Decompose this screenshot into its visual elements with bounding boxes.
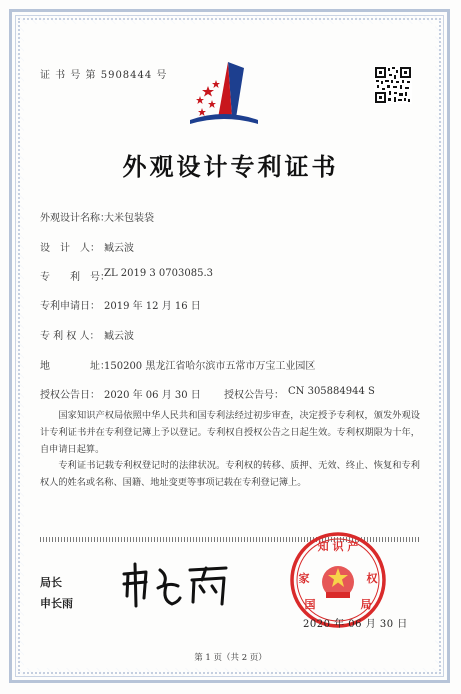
patent-office-emblem-icon — [188, 60, 260, 130]
field-value: 2019 年 12 月 16 日 — [104, 301, 201, 312]
page-number: 第 1 页（共 2 页） — [194, 653, 267, 663]
svg-text:权: 权 — [366, 572, 378, 585]
seal-date: 2020 年 06 月 30 日 — [303, 619, 408, 630]
field-label: 设 计 人： — [40, 243, 100, 254]
field-label: 外观设计名称： — [40, 213, 110, 224]
field-address — [40, 357, 316, 372]
svg-text:国: 国 — [304, 598, 316, 611]
svg-text:家: 家 — [298, 572, 310, 585]
field-value: 大米包装袋 — [104, 213, 154, 224]
certificate-title: 外观设计专利证书 — [122, 152, 339, 181]
field-label: 授权公告号： — [224, 390, 284, 401]
field-label: 专 利 号： — [40, 272, 110, 283]
handwritten-signature — [118, 560, 233, 610]
field-label: 授权公告日： — [40, 390, 100, 401]
field-label: 专 利 权 人： — [40, 331, 100, 342]
certificate-number: 证 书 号 第 5908444 号 — [40, 70, 168, 81]
field-grant-number — [224, 386, 375, 401]
field-value: CN 305884944 S — [288, 386, 375, 397]
qr-code-icon — [374, 66, 412, 104]
field-label: 地 址： — [40, 361, 110, 372]
field-application-date — [40, 297, 201, 312]
legal-status-paragraph: 专利证书记载专利权登记时的法律状况。专利权的转移、质押、无效、终止、恢复和专利权人的姓名或名称、国籍、地址变更等事项记载在专利登记簿上。 — [40, 460, 420, 488]
field-value: ZL 2019 3 0703085.3 — [104, 268, 214, 279]
grant-statement-paragraph: 国家知识产权局依照中华人民共和国专利法经过初步审查，决定授予专利权，颁发外观设计专利证书并在专利登记簿上予以登记。专利权自授权公告之日起生效。专利权期限为十年，自申请日起算。 — [40, 410, 420, 455]
field-design-name — [40, 209, 154, 224]
field-label: 专利申请日： — [40, 301, 100, 312]
signatory-title: 局长 — [40, 576, 62, 589]
field-designer — [40, 239, 134, 254]
field-grant-date — [40, 386, 201, 401]
field-patent-number — [40, 268, 214, 283]
field-value: 150200 黑龙江省哈尔滨市五常市万宝工业园区 — [104, 361, 316, 372]
signatory-name: 申长雨 — [40, 597, 73, 610]
svg-text:知 识 产: 知 识 产 — [317, 540, 359, 553]
field-value: 2020 年 06 月 30 日 — [104, 390, 201, 401]
field-value: 臧云波 — [104, 331, 134, 342]
field-patentee — [40, 327, 134, 342]
svg-text:局: 局 — [360, 598, 372, 611]
field-value: 臧云波 — [104, 243, 134, 254]
